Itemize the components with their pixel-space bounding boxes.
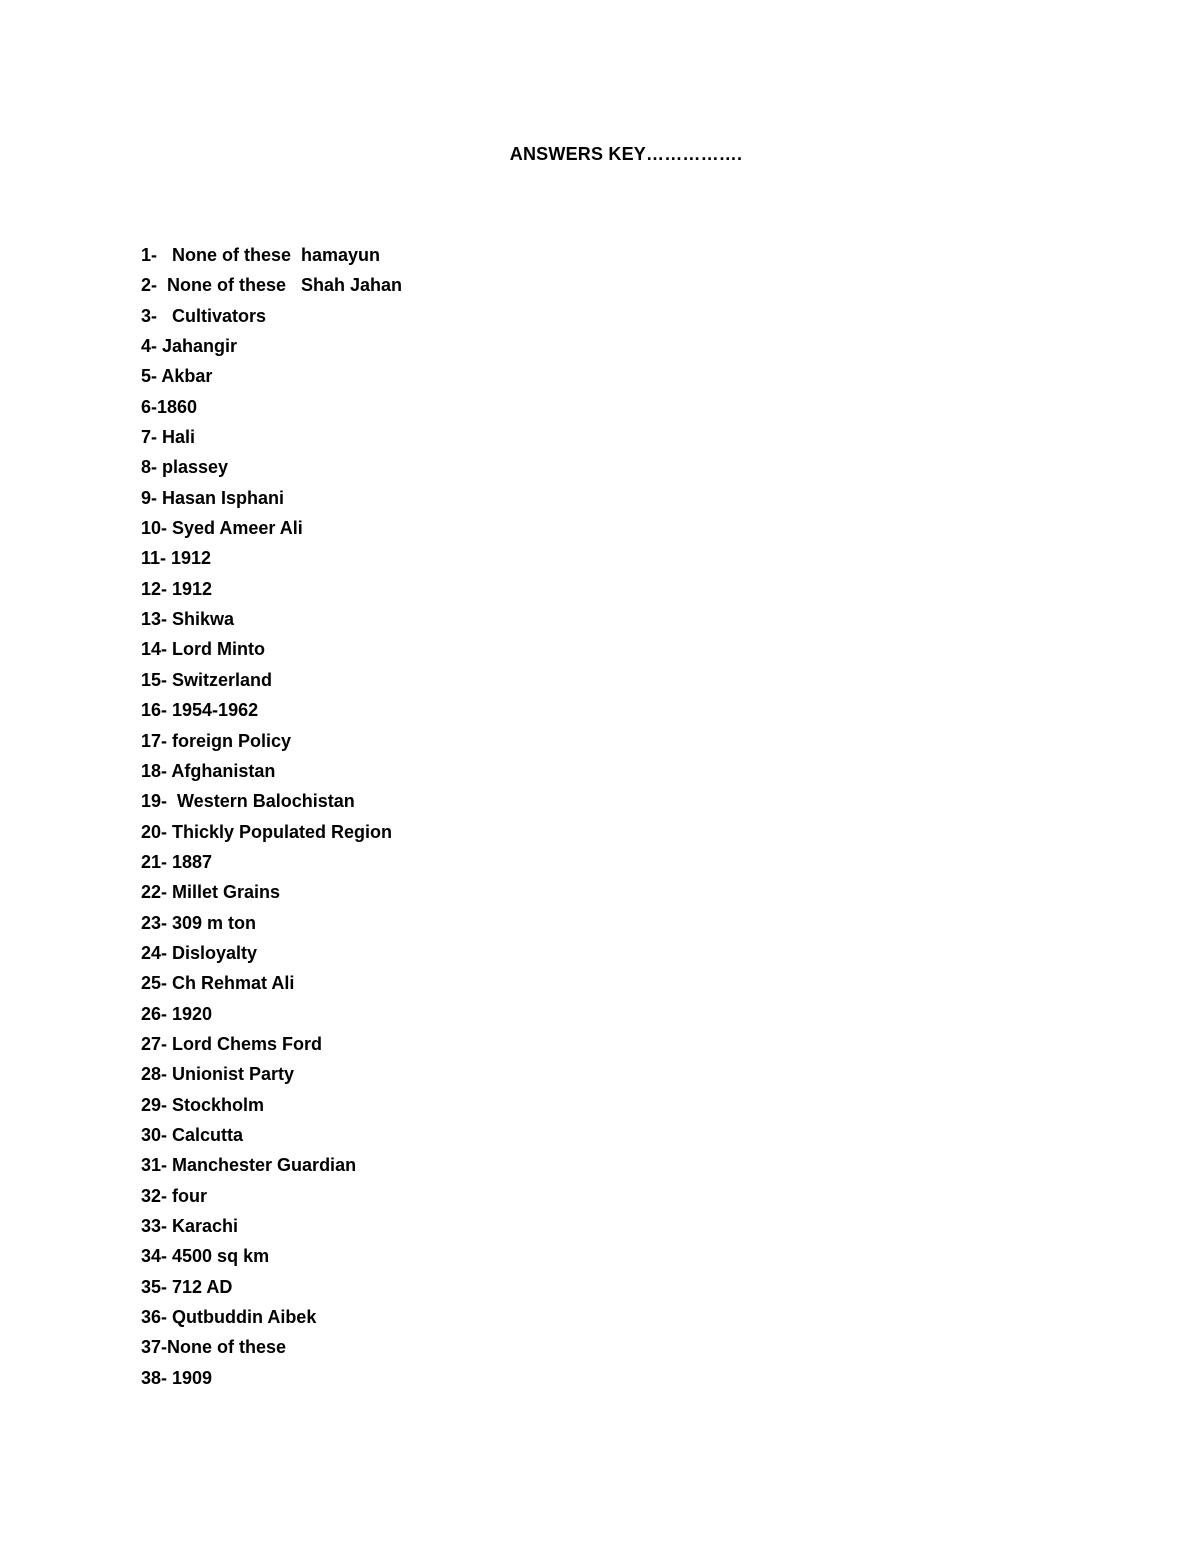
- answer-item: 24- Disloyalty: [141, 942, 258, 963]
- answer-item: 10- Syed Ameer Ali: [141, 518, 303, 539]
- answer-item: 5- Akbar: [141, 366, 213, 387]
- page-title: ANSWERS KEY…………….: [509, 144, 743, 164]
- answer-item: 31- Manchester Guardian: [141, 1155, 357, 1176]
- answer-item: 4- Jahangir: [141, 336, 238, 357]
- answer-item: 21- 1887: [141, 851, 213, 872]
- answer-item: 36- Qutbuddin Aibek: [141, 1307, 317, 1328]
- answer-item: 19- Western Balochistan: [141, 791, 355, 812]
- answer-item: 32- four: [141, 1185, 208, 1206]
- answer-item: 38- 1909: [141, 1367, 213, 1388]
- answer-item: 34- 4500 sq km: [141, 1246, 270, 1267]
- answer-item: 26- 1920: [141, 1003, 213, 1024]
- answer-item: 23- 309 m ton: [141, 912, 257, 933]
- answer-item: 22- Millet Grains: [141, 882, 281, 903]
- answer-item: 20- Thickly Populated Region: [141, 821, 393, 842]
- answer-item: 12- 1912: [141, 578, 213, 599]
- answer-item: 30- Calcutta: [141, 1124, 244, 1145]
- answer-item: 29- Stockholm: [141, 1094, 265, 1115]
- answer-item: 2- None of these Shah Jahan: [141, 275, 403, 296]
- answer-item: 15- Switzerland: [141, 669, 273, 690]
- answer-item: 3- Cultivators: [141, 305, 267, 326]
- answer-item: 33- Karachi: [141, 1216, 239, 1236]
- answer-item: 1- None of these hamayun: [141, 245, 381, 265]
- answer-item: 9- Hasan Isphani: [141, 487, 285, 508]
- answer-item: 17- foreign Policy: [141, 730, 292, 751]
- answer-list: [141, 242, 402, 1395]
- answer-item: 37-None of these: [141, 1337, 287, 1358]
- answer-item: 8- plassey: [141, 457, 229, 478]
- answer-item: 28- Unionist Party: [141, 1064, 295, 1085]
- answer-item: 35- 712 AD: [141, 1276, 233, 1297]
- answer-item: 13- Shikwa: [141, 609, 235, 630]
- answer-item: 7- Hali: [141, 427, 196, 448]
- answer-item: 25- Ch Rehmat Ali: [141, 973, 295, 994]
- answer-item: 14- Lord Minto: [141, 639, 265, 660]
- answer-item: 11- 1912: [141, 548, 212, 569]
- answer-item: 16- 1954-1962: [141, 700, 259, 721]
- answer-item: 27- Lord Chems Ford: [141, 1033, 323, 1054]
- answer-item: 18- Afghanistan: [141, 760, 276, 781]
- answer-item: 6-1860: [141, 396, 198, 417]
